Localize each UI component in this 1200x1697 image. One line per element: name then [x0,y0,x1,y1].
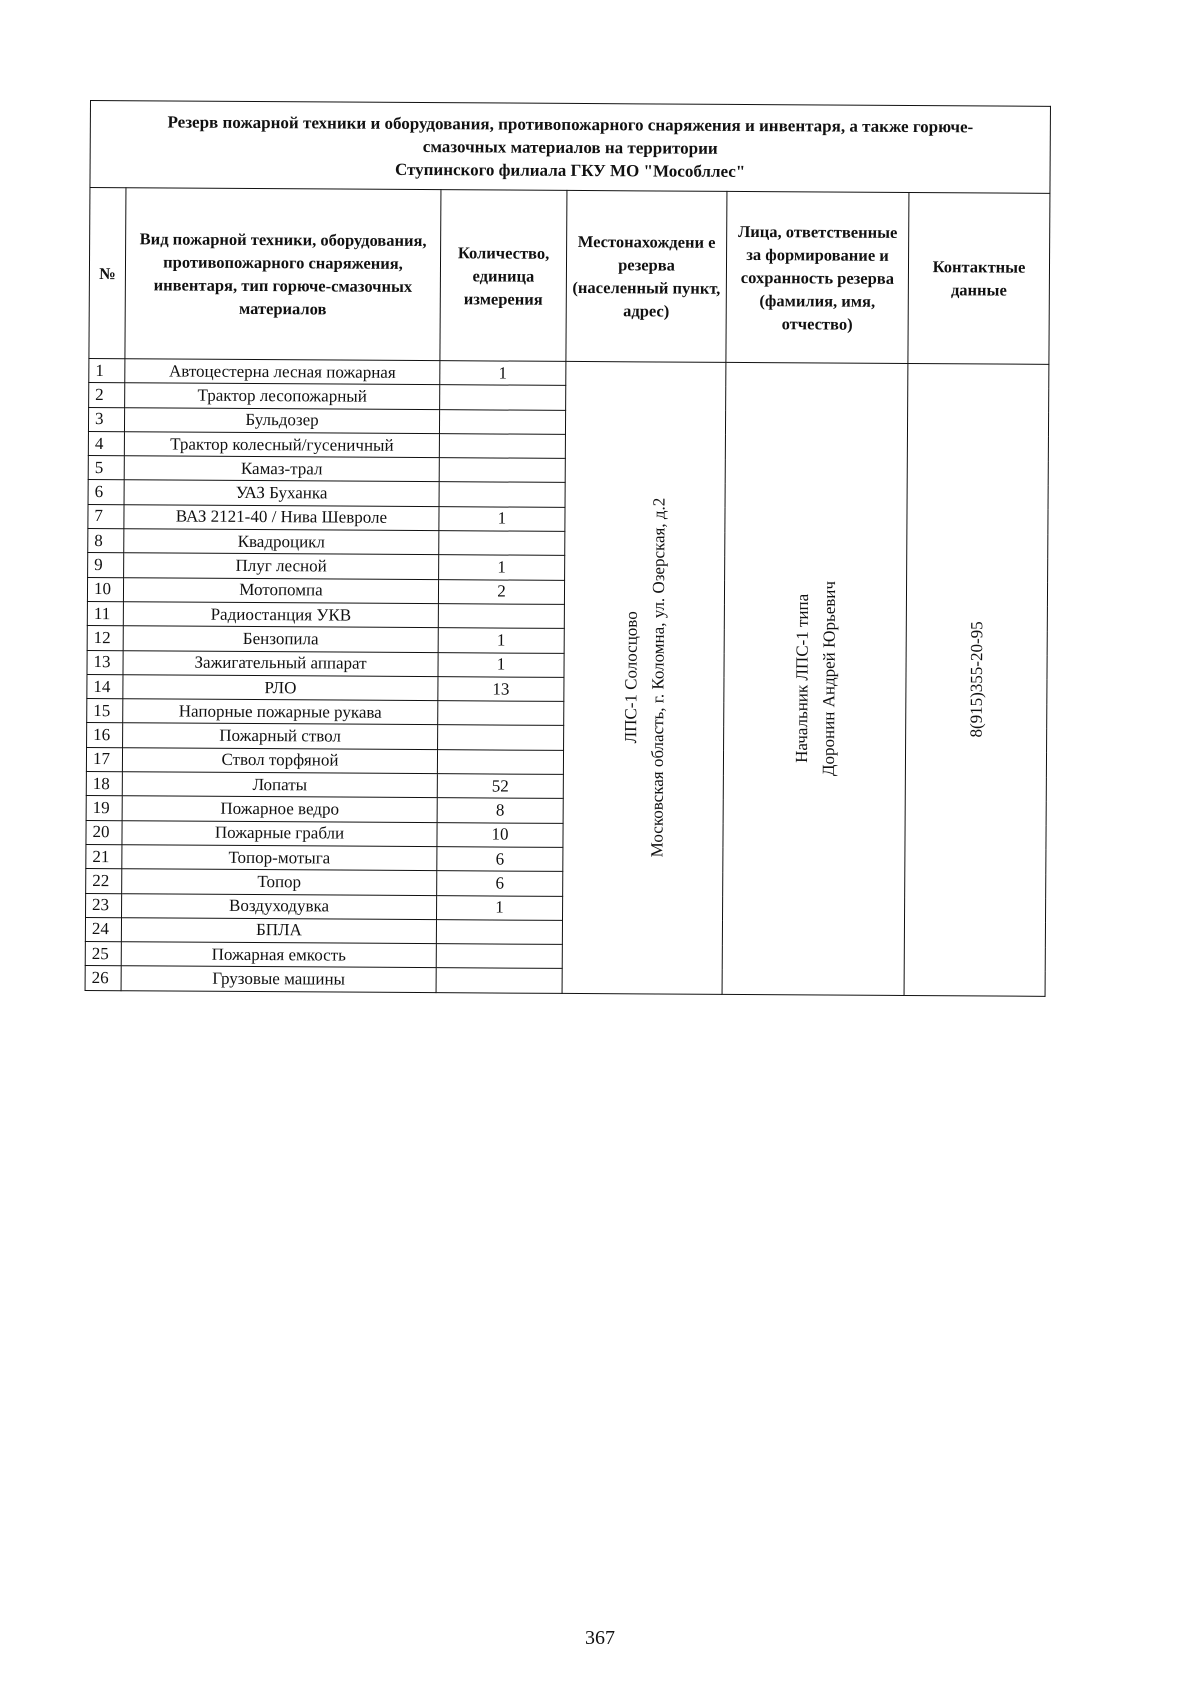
row-item-name: БПЛА [121,918,436,944]
row-item-name: Бензопила [123,626,438,652]
row-quantity: 52 [437,774,563,799]
row-quantity: 1 [440,361,566,386]
row-quantity: 2 [438,579,564,604]
responsible-cell-line-2: Доронин Андрей Юрьевич [818,581,839,777]
row-quantity: 13 [438,676,564,701]
row-number: 14 [87,674,123,699]
row-item-name: Топор-мотыга [122,845,437,871]
header-quantity: Количество, единица измерения [440,190,567,362]
row-quantity [438,604,564,629]
row-quantity [436,968,562,993]
row-quantity [439,458,565,483]
row-item-name: Воздуходувка [122,893,437,919]
location-cell-text [616,498,672,858]
row-quantity: 8 [437,798,563,823]
row-item-name: Пожарное ведро [122,796,437,822]
row-quantity [438,701,564,726]
row-quantity [439,482,565,507]
row-quantity: 6 [437,847,563,872]
row-quantity [436,919,562,944]
row-quantity [439,434,565,459]
row-quantity [440,385,566,410]
row-quantity [436,944,562,969]
row-quantity: 1 [439,555,565,580]
header-location: Местонахождени е резерва (населенный пункт, адрес) [566,190,727,362]
row-number: 15 [87,699,123,724]
row-quantity: 1 [437,895,563,920]
row-number: 25 [85,942,121,967]
location-cell-line-2: Московская область, г. Коломна, ул. Озерская, д.2 [646,497,669,858]
row-number: 19 [86,796,122,821]
row-item-name: Грузовые машины [121,966,436,992]
reserve-table [85,100,1052,997]
contacts-cell-text [963,622,991,738]
page-number: 367 [585,1627,615,1649]
row-item-name: УАЗ Буханка [124,480,439,506]
row-item-name: Квадроцикл [124,529,439,555]
row-item-name: Напорные пожарные рукава [123,699,438,725]
row-number: 26 [85,966,121,991]
row-number: 2 [89,383,125,408]
row-item-name: ВАЗ 2121-40 / Нива Шевроле [124,504,439,530]
row-number: 9 [88,553,124,578]
row-number: 23 [86,893,122,918]
location-cell-line-1: ЛПС-1 Солосцово [620,611,641,744]
row-number: 10 [87,577,123,602]
row-item-name: Лопаты [122,772,437,798]
row-item-name: Топор [122,869,437,895]
row-item-name: Радиостанция УКВ [123,602,438,628]
responsible-cell-text [787,581,842,776]
row-number: 6 [88,480,124,505]
table-title [90,101,1051,194]
row-number: 8 [88,529,124,554]
row-item-name: Пожарная емкость [121,942,436,968]
row-item-name: Бульдозер [124,407,439,433]
row-quantity: 1 [438,628,564,653]
header-responsible: Лица, ответственные за формирование и сохранность резерва (фамилия, имя, отчество) [726,191,909,363]
row-quantity: 1 [438,652,564,677]
row-number: 21 [86,844,122,869]
row-item-name: Пожарные грабли [122,820,437,846]
row-number: 22 [86,869,122,894]
row-quantity: 1 [439,506,565,531]
row-quantity [437,749,563,774]
row-number: 24 [85,917,121,942]
title-line-1: Резерв пожарной техники и оборудования, противопожарного снаряжения и инвентаря, а также горюче- [167,111,974,136]
row-number: 12 [87,626,123,651]
row-number: 3 [88,407,124,432]
row-quantity [439,409,565,434]
row-number: 18 [86,772,122,797]
title-line-3: Ступинского филиала ГКУ МО "Мособллес" [394,159,746,181]
responsible-cell [722,362,908,995]
row-item-name: Ствол торфяной [122,747,437,773]
header-contacts: Контактные данные [908,193,1050,365]
row-item-name: Зажигательный аппарат [123,650,438,676]
row-number: 1 [89,358,125,383]
location-cell [562,361,726,994]
row-number: 11 [87,601,123,626]
row-number: 4 [88,431,124,456]
row-number: 16 [87,723,123,748]
header-type: Вид пожарной техники, оборудования, противопожарного снаряжения, инвентаря, тип горюче-смазочных материалов [125,188,441,361]
row-item-name: Трактор лесопожарный [125,383,440,409]
row-number: 17 [86,747,122,772]
row-item-name: Автоцестерна лесная пожарная [125,359,440,385]
row-number: 7 [88,504,124,529]
title-line-2: смазочных материалов на территории [422,136,718,158]
header-num: № [89,188,126,359]
row-item-name: Трактор колесный/гусеничный [124,432,439,458]
contacts-cell-line-1: 8(915)355-20-95 [966,621,987,738]
row-item-name: Камаз-трал [124,456,439,482]
row-item-name: РЛО [123,675,438,701]
contacts-cell [904,364,1049,997]
row-number: 5 [88,456,124,481]
row-item-name: Мотопомпа [123,577,438,603]
row-quantity: 6 [437,871,563,896]
row-quantity [438,725,564,750]
responsible-cell-line-1: Начальник ЛПС-1 типа [791,594,812,764]
row-quantity [439,531,565,556]
row-number: 20 [86,820,122,845]
row-number: 13 [87,650,123,675]
row-item-name: Пожарный ствол [123,723,438,749]
row-quantity: 10 [437,822,563,847]
row-item-name: Плуг лесной [124,553,439,579]
